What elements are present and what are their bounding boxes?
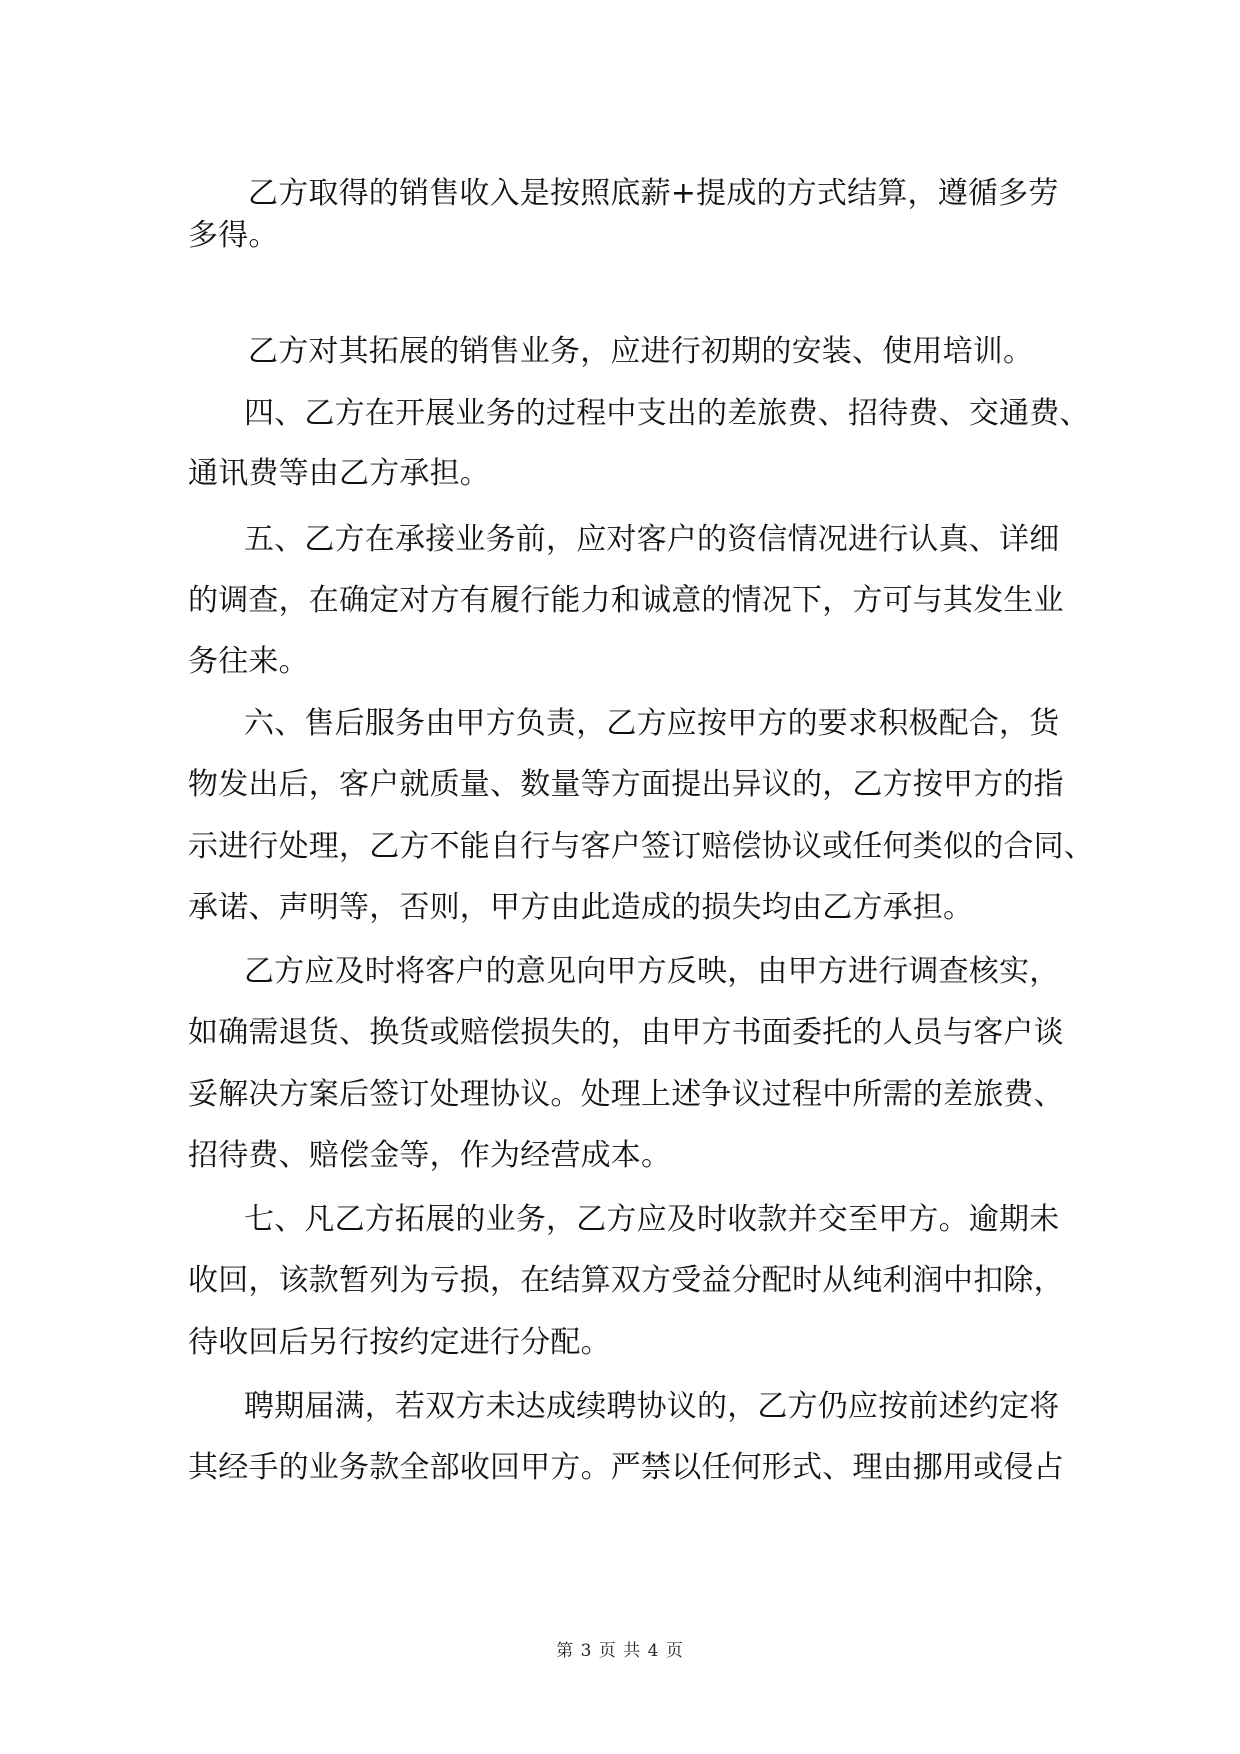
text-line-5: 通讯费等由乙方承担。 xyxy=(188,456,490,491)
text-line-17: 七、凡乙方拓展的业务，乙方应及时收款并交至甲方。逾期未 xyxy=(244,1202,1060,1237)
text-line-4: 四、乙方在开展业务的过程中支出的差旅费、招待费、交通费、 xyxy=(244,396,1090,431)
text-line-6: 五、乙方在承接业务前，应对客户的资信情况进行认真、详细 xyxy=(244,522,1060,557)
text-line-7: 的调查，在确定对方有履行能力和诚意的情况下，方可与其发生业 xyxy=(188,583,1064,618)
text-line-14: 如确需退货、换货或赔偿损失的，由甲方书面委托的人员与客户谈 xyxy=(188,1015,1064,1050)
page-footer: 第 3 页 共 4 页 xyxy=(556,1641,684,1661)
text-line-9: 六、售后服务由甲方负责，乙方应按甲方的要求积极配合，货 xyxy=(244,706,1060,741)
text-line-10: 物发出后，客户就质量、数量等方面提出异议的，乙方按甲方的指 xyxy=(188,767,1064,802)
text-line-8: 务往来。 xyxy=(188,644,309,679)
text-line-12: 承诺、声明等，否则，甲方由此造成的损失均由乙方承担。 xyxy=(188,890,974,925)
text-line-21: 其经手的业务款全部收回甲方。严禁以任何形式、理由挪用或侵占 xyxy=(188,1450,1064,1485)
text-line-15: 妥解决方案后签订处理协议。处理上述争议过程中所需的差旅费、 xyxy=(188,1077,1064,1112)
text-line-19: 待收回后另行按约定进行分配。 xyxy=(188,1325,611,1360)
text-line-18: 收回，该款暂列为亏损，在结算双方受益分配时从纯利润中扣除， xyxy=(188,1263,1064,1298)
text-line-3: 乙方对其拓展的销售业务，应进行初期的安装、使用培训。 xyxy=(248,334,1034,369)
text-line-2: 多得。 xyxy=(188,218,279,253)
text-line-16: 招待费、赔偿金等，作为经营成本。 xyxy=(188,1138,672,1173)
text-line-1: 乙方取得的销售收入是按照底薪+提成的方式结算，遵循多劳 xyxy=(248,176,1059,211)
text-line-13: 乙方应及时将客户的意见向甲方反映，由甲方进行调查核实， xyxy=(244,954,1060,989)
text-line-11: 示进行处理，乙方不能自行与客户签订赔偿协议或任何类似的合同、 xyxy=(188,829,1094,864)
text-line-20: 聘期届满，若双方未达成续聘协议的，乙方仍应按前述约定将 xyxy=(244,1389,1060,1424)
